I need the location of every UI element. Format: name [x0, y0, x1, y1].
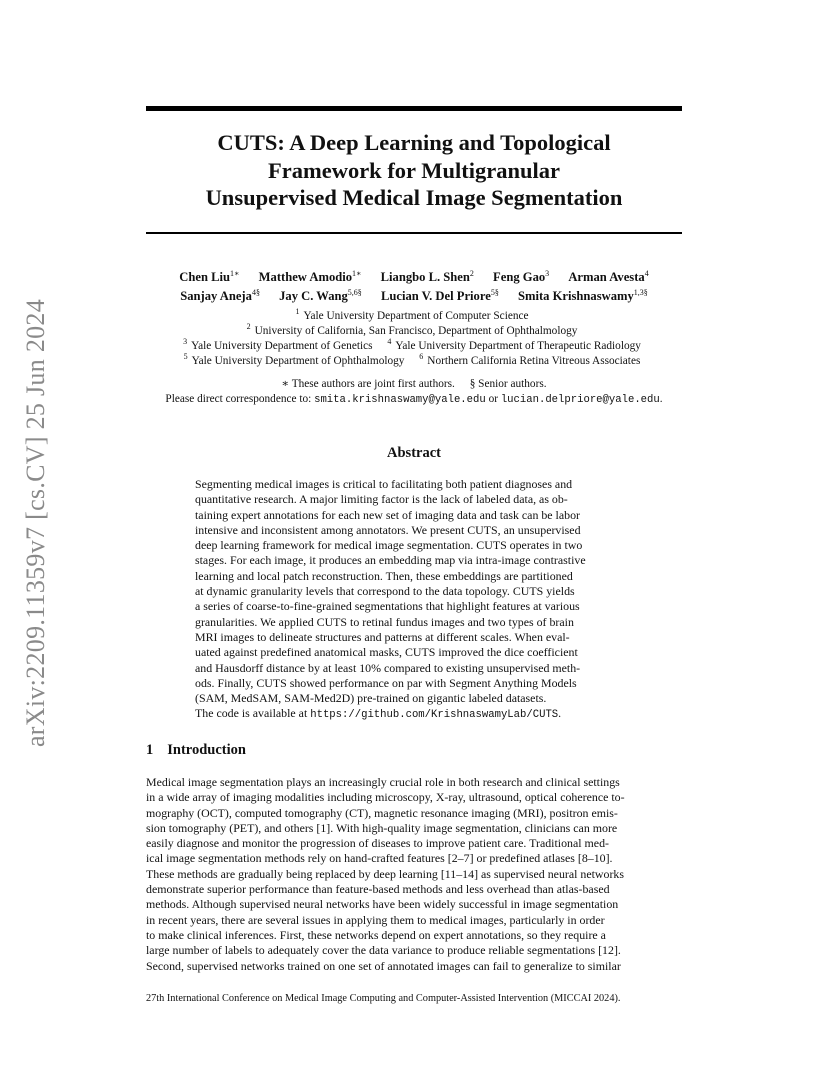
- affiliation: [183, 352, 409, 367]
- conference-footer: 27th International Conference on Medical Image Computing and Computer-Assisted Intervention (MICCAI 2024).: [146, 993, 621, 1004]
- author-name: Lucian V. Del Priore: [380, 289, 491, 303]
- abstract-line: and Hausdorff distance by at least 10% compared to existing unsupervised meth-: [195, 660, 581, 675]
- author: [180, 287, 260, 306]
- title-line: CUTS: A Deep Learning and Topological: [217, 130, 611, 155]
- title-top-rule: [146, 106, 682, 111]
- affiliation-mark: 2: [246, 322, 251, 331]
- author-name: Arman Avesta: [568, 270, 645, 284]
- affiliation: [419, 352, 644, 367]
- affiliation-text: Yale University Department of Ophthalmology: [191, 355, 405, 367]
- email-link[interactable]: lucian.delpriore@yale.edu: [500, 394, 660, 406]
- author-affiliation-mark: 5§: [490, 288, 499, 297]
- code-suffix: .: [558, 706, 562, 721]
- correspondence-period: .: [659, 393, 663, 405]
- section-heading: [146, 742, 246, 759]
- body-line: methods. Although supervised neural networks have been widely successful in image segmentation: [146, 897, 619, 912]
- author-affiliation-mark: 3: [545, 269, 550, 278]
- code-availability-line: [195, 706, 634, 723]
- introduction-body: [146, 775, 682, 974]
- paper-title: [146, 129, 682, 212]
- abstract-line: MRI images to delineate structures and patterns at different scales. When eval-: [195, 629, 570, 644]
- abstract-heading: Abstract: [387, 445, 441, 461]
- body-line: easily diagnose and monitor the progression of diseases to improve patient care. Traditional med-: [146, 836, 609, 851]
- body-line: Medical image segmentation plays an increasingly crucial role in both research and clinical settings: [146, 775, 620, 789]
- affiliation-text: Northern California Retina Vitreous Associates: [427, 355, 641, 367]
- affiliation-mark: 1: [295, 307, 300, 316]
- author-notes: [120, 377, 708, 408]
- author-name: Sanjay Aneja: [180, 289, 252, 303]
- body-line: Second, supervised networks trained on one set of annotated images can fail to generalize to similar: [146, 958, 621, 973]
- author: [568, 268, 648, 287]
- abstract-line: at dynamic granularity levels that correspond to the data topology. CUTS yields: [195, 584, 575, 599]
- contribution-note: [120, 377, 708, 392]
- email-link[interactable]: smita.krishnaswamy@yale.edu: [314, 394, 486, 406]
- affiliation: [183, 337, 376, 352]
- body-line: mography (OCT), computed tomography (CT), magnetic resonance imaging (MRI), positron emis-: [146, 805, 618, 820]
- body-line: demonstrate superior performance than feature-based methods and less overhead than atlas-based: [146, 882, 610, 897]
- body-line: sion tomography (PET), and others [1]. With high-quality image segmentation, clinicians can more: [146, 820, 618, 835]
- title-line: Framework for Multigranular: [267, 157, 561, 183]
- affiliation-text: Yale University Department of Therapeutic Radiology: [395, 340, 641, 352]
- author: [493, 268, 549, 287]
- arxiv-identifier-stamp: arXiv:2209.11359v7 [cs.CV] 25 Jun 2024: [21, 298, 50, 748]
- author: [279, 287, 362, 306]
- correspondence-prefix: Please direct correspondence to:: [165, 393, 315, 405]
- affiliation-mark: 4: [387, 337, 392, 346]
- abstract-line: learning and local patch reconstruction. Then, these embeddings are partitioned: [195, 568, 573, 583]
- affiliation-list: [146, 309, 682, 369]
- body-line: in a wide array of imaging modalities including microscopy, X-ray, ultrasound, optical coherence to-: [146, 790, 625, 805]
- abstract-line: deep learning framework for medical image segmentation. CUTS operates in two: [195, 538, 583, 553]
- joint-first-author-note: ∗ These authors are joint first authors.: [281, 378, 455, 390]
- body-line: in recent years, there are several issues in applying them to medical images, particularly in order: [146, 912, 605, 927]
- senior-author-note: § Senior authors.: [469, 378, 547, 390]
- author: [381, 287, 499, 306]
- body-line: to make clinical inferences. First, these networks depend on expert annotations, so they require a: [146, 927, 606, 942]
- title-bottom-rule: [146, 232, 682, 234]
- abstract-line: uated against predefined anatomical masks, CUTS improved the dice coefficient: [195, 645, 578, 660]
- affiliation-text: University of California, San Francisco, Department of Ophthalmology: [254, 325, 578, 337]
- affiliation-line: [146, 324, 682, 339]
- author-name: Chen Liu: [179, 270, 231, 284]
- author: [179, 268, 239, 287]
- author-affiliation-mark: 1∗: [230, 269, 240, 278]
- abstract-body: [195, 477, 634, 724]
- correspondence-note: [120, 392, 708, 408]
- author-affiliation-mark: 4: [644, 269, 649, 278]
- author-affiliation-mark: 1,3§: [633, 288, 648, 297]
- affiliation-line: [146, 339, 682, 354]
- correspondence-or: or: [485, 393, 501, 405]
- author: [259, 268, 362, 287]
- author-affiliation-mark: 4§: [251, 288, 260, 297]
- author-name: Matthew Amodio: [258, 270, 353, 284]
- body-line: large number of labels to adequately cover the data variance to produce reliable segmentations [12].: [146, 943, 621, 958]
- section-number: 1: [146, 742, 154, 758]
- author-name: Feng Gao: [493, 270, 546, 284]
- author: [381, 268, 474, 287]
- affiliation-line: [146, 309, 682, 324]
- affiliation: [387, 337, 645, 352]
- code-prefix: The code is available at: [195, 706, 311, 721]
- code-url-link[interactable]: https://github.com/KrishnaswamyLab/CUTS: [310, 709, 559, 722]
- abstract-line: (SAM, MedSAM, SAM-Med2D) pre-trained on gigantic labeled datasets.: [195, 691, 547, 706]
- affiliation-text: Yale University Department of Computer Science: [303, 310, 529, 322]
- author-name: Smita Krishnaswamy: [517, 289, 634, 303]
- section-title: Introduction: [167, 742, 246, 758]
- author-name: Jay C. Wang: [279, 289, 348, 303]
- abstract-line: stages. For each image, it produces an embedding map via intra-image contrastive: [195, 553, 586, 568]
- affiliation: [246, 322, 582, 337]
- author: [518, 287, 648, 306]
- author-name: Liangbo L. Shen: [380, 270, 470, 284]
- abstract-line: intensive and inconsistent among annotators. We present CUTS, an unsupervised: [195, 522, 581, 537]
- abstract-line: taining expert annotations for each new set of imaging data and task can be labor: [195, 507, 580, 522]
- affiliation-text: Yale University Department of Genetics: [191, 340, 373, 352]
- author-affiliation-mark: 2: [469, 269, 474, 278]
- abstract-line: a series of coarse-to-fine-grained segmentations that highlight features at various: [195, 599, 580, 614]
- author-row: [146, 268, 682, 287]
- title-line: Unsupervised Medical Image Segmentation: [205, 185, 623, 210]
- affiliation-line: [146, 354, 682, 369]
- author-affiliation-mark: 1∗: [352, 269, 362, 278]
- affiliation-mark: 6: [419, 352, 424, 361]
- body-line: These methods are gradually being replaced by deep learning [11–14] as supervised neural networks: [146, 866, 624, 881]
- affiliation-mark: 3: [183, 337, 188, 346]
- author-list: [146, 268, 682, 306]
- affiliation-mark: 5: [183, 352, 188, 361]
- abstract-line: quantitative research. A major limiting factor is the lack of labeled data, as ob-: [195, 492, 568, 507]
- abstract-line: granularities. We applied CUTS to retinal fundus images and two types of brain: [195, 614, 574, 629]
- abstract-line: Segmenting medical images is critical to facilitating both patient diagnoses and: [195, 477, 573, 491]
- body-line: ical image segmentation methods rely on hand-crafted features [2–7] or predefined atlases [8–10].: [146, 851, 613, 866]
- affiliation: [295, 307, 532, 322]
- abstract-line: ods. Finally, CUTS showed performance on par with Segment Anything Models: [195, 675, 577, 690]
- author-affiliation-mark: 5,6§: [347, 288, 362, 297]
- author-row: [146, 287, 682, 306]
